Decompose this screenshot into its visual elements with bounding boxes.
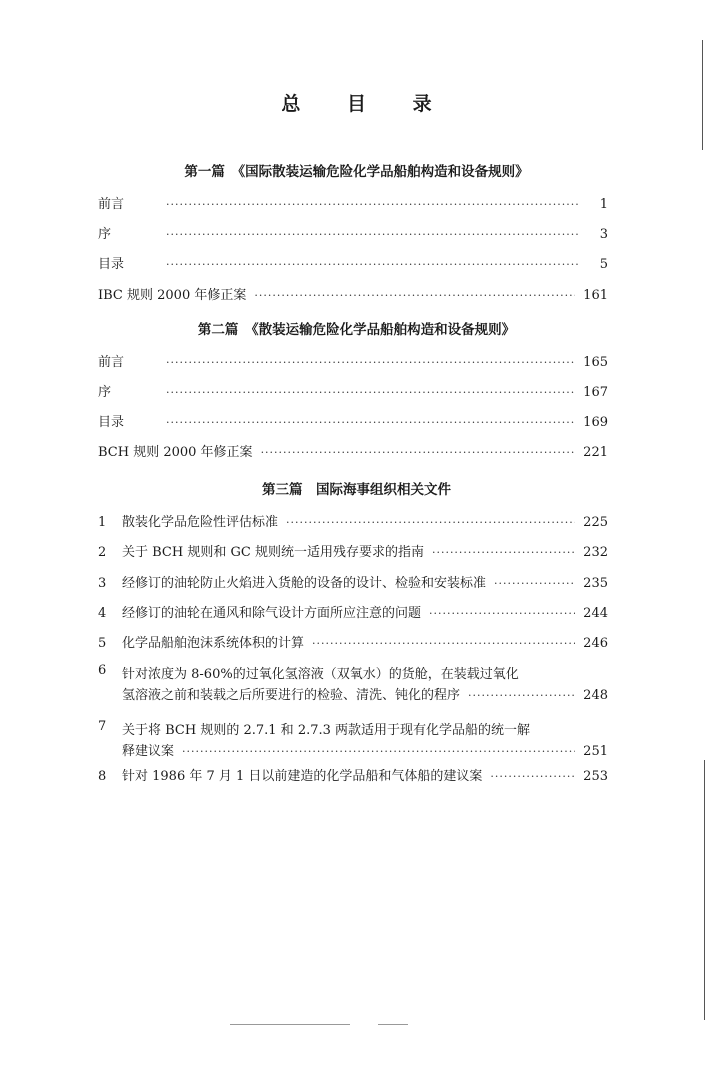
entry-number: 3	[98, 576, 107, 591]
dot-leader	[254, 289, 575, 302]
toc-entry[interactable]	[98, 602, 608, 622]
scan-edge-line	[702, 40, 703, 150]
toc-entry[interactable]	[98, 765, 608, 785]
part-3-heading: 第三篇 国际海事组织相关文件	[262, 482, 451, 498]
toc-entry[interactable]	[122, 684, 608, 704]
entry-number-wrap	[98, 719, 122, 739]
entry-page: 169	[583, 415, 608, 430]
dot-leader	[166, 258, 578, 271]
toc-entry[interactable]	[122, 740, 608, 760]
entry-label: 前言	[98, 197, 125, 212]
entry-label: 序	[98, 227, 112, 242]
entry-number: 6	[98, 663, 107, 678]
entry-number: 7	[98, 719, 107, 734]
entry-page: 244	[583, 606, 608, 621]
entry-page: 251	[583, 744, 608, 759]
toc-entry[interactable]	[98, 223, 608, 243]
dot-leader	[166, 228, 578, 241]
dot-leader	[182, 745, 575, 758]
entry-label: 目录	[98, 415, 125, 430]
toc-entry[interactable]	[98, 511, 608, 531]
entry-page: 225	[583, 515, 608, 530]
entry-label: 关于 BCH 规则和 GC 规则统一适用残存要求的指南	[122, 545, 424, 560]
toc-entry[interactable]	[98, 351, 608, 371]
entry-page: 161	[583, 288, 608, 303]
page-title: 总 目 录	[281, 93, 452, 115]
toc-entry[interactable]	[98, 632, 608, 652]
entry-page: 1	[599, 197, 608, 212]
part-1-heading: 第一篇 《国际散装运输危险化学品船舶构造和设备规则》	[184, 164, 529, 180]
dot-leader	[432, 546, 575, 559]
entry-page: 235	[583, 576, 608, 591]
entry-label: 释建议案	[122, 744, 175, 759]
entry-number: 5	[98, 636, 107, 651]
scan-smudge	[230, 1024, 350, 1025]
entry-label: 目录	[98, 257, 125, 272]
dot-leader	[494, 577, 575, 590]
entry-label: 散装化学品危险性评估标准	[122, 515, 279, 530]
entry-first-line[interactable]: 针对浓度为 8-60%的过氧化氢溶液（双氧水）的货舱，在装载过氧化	[122, 667, 519, 682]
toc-entry[interactable]	[98, 193, 608, 213]
dot-leader	[166, 386, 575, 399]
entry-label: 经修订的油轮防止火焰进入货舱的设备的设计、检验和安装标准	[122, 576, 487, 591]
entry-page: 246	[583, 636, 608, 651]
toc-entry[interactable]	[98, 253, 608, 273]
toc-entry[interactable]	[98, 572, 608, 592]
dot-leader	[286, 516, 575, 529]
entry-page: 248	[583, 688, 608, 703]
entry-label: 序	[98, 385, 112, 400]
entry-page: 5	[599, 257, 608, 272]
entry-number: 8	[98, 769, 107, 784]
toc-entry[interactable]	[98, 411, 608, 431]
entry-label: 前言	[98, 355, 125, 370]
entry-number: 2	[98, 545, 107, 560]
entry-label: 化学品船舶泡沫系统体积的计算	[122, 636, 305, 651]
toc-entry[interactable]	[98, 541, 608, 561]
entry-label: BCH 规则 2000 年修正案	[98, 445, 253, 460]
entry-page: 3	[599, 227, 608, 242]
dot-leader	[166, 198, 578, 211]
entry-page: 232	[583, 545, 608, 560]
toc-entry[interactable]	[98, 441, 608, 461]
entry-number: 1	[98, 515, 107, 530]
dot-leader	[490, 770, 575, 783]
entry-page: 221	[583, 445, 608, 460]
toc-entry[interactable]	[98, 381, 608, 401]
entry-label: 经修订的油轮在通风和除气设计方面所应注意的问题	[122, 606, 422, 621]
scan-smudge	[378, 1024, 408, 1025]
dot-leader	[261, 446, 576, 459]
toc-entry[interactable]	[98, 284, 608, 304]
entry-page: 167	[583, 385, 608, 400]
entry-number: 4	[98, 606, 107, 621]
entry-label: 氢溶液之前和装载之后所要进行的检验、清洗、钝化的程序	[122, 688, 461, 703]
entry-page: 253	[583, 769, 608, 784]
dot-leader	[429, 607, 575, 620]
dot-leader	[468, 689, 575, 702]
entry-page: 165	[583, 355, 608, 370]
scan-edge-line	[704, 760, 705, 1020]
dot-leader	[166, 416, 575, 429]
entry-label: IBC 规则 2000 年修正案	[98, 288, 247, 303]
entry-label: 针对 1986 年 7 月 1 日以前建造的化学品船和气体船的建议案	[122, 769, 483, 784]
entry-number-wrap	[98, 663, 122, 683]
dot-leader	[312, 637, 575, 650]
dot-leader	[166, 356, 575, 369]
part-2-heading: 第二篇 《散装运输危险化学品船舶构造和设备规则》	[197, 322, 516, 338]
entry-first-line[interactable]: 关于将 BCH 规则的 2.7.1 和 2.7.3 两款适用于现有化学品船的统一解	[122, 723, 531, 738]
